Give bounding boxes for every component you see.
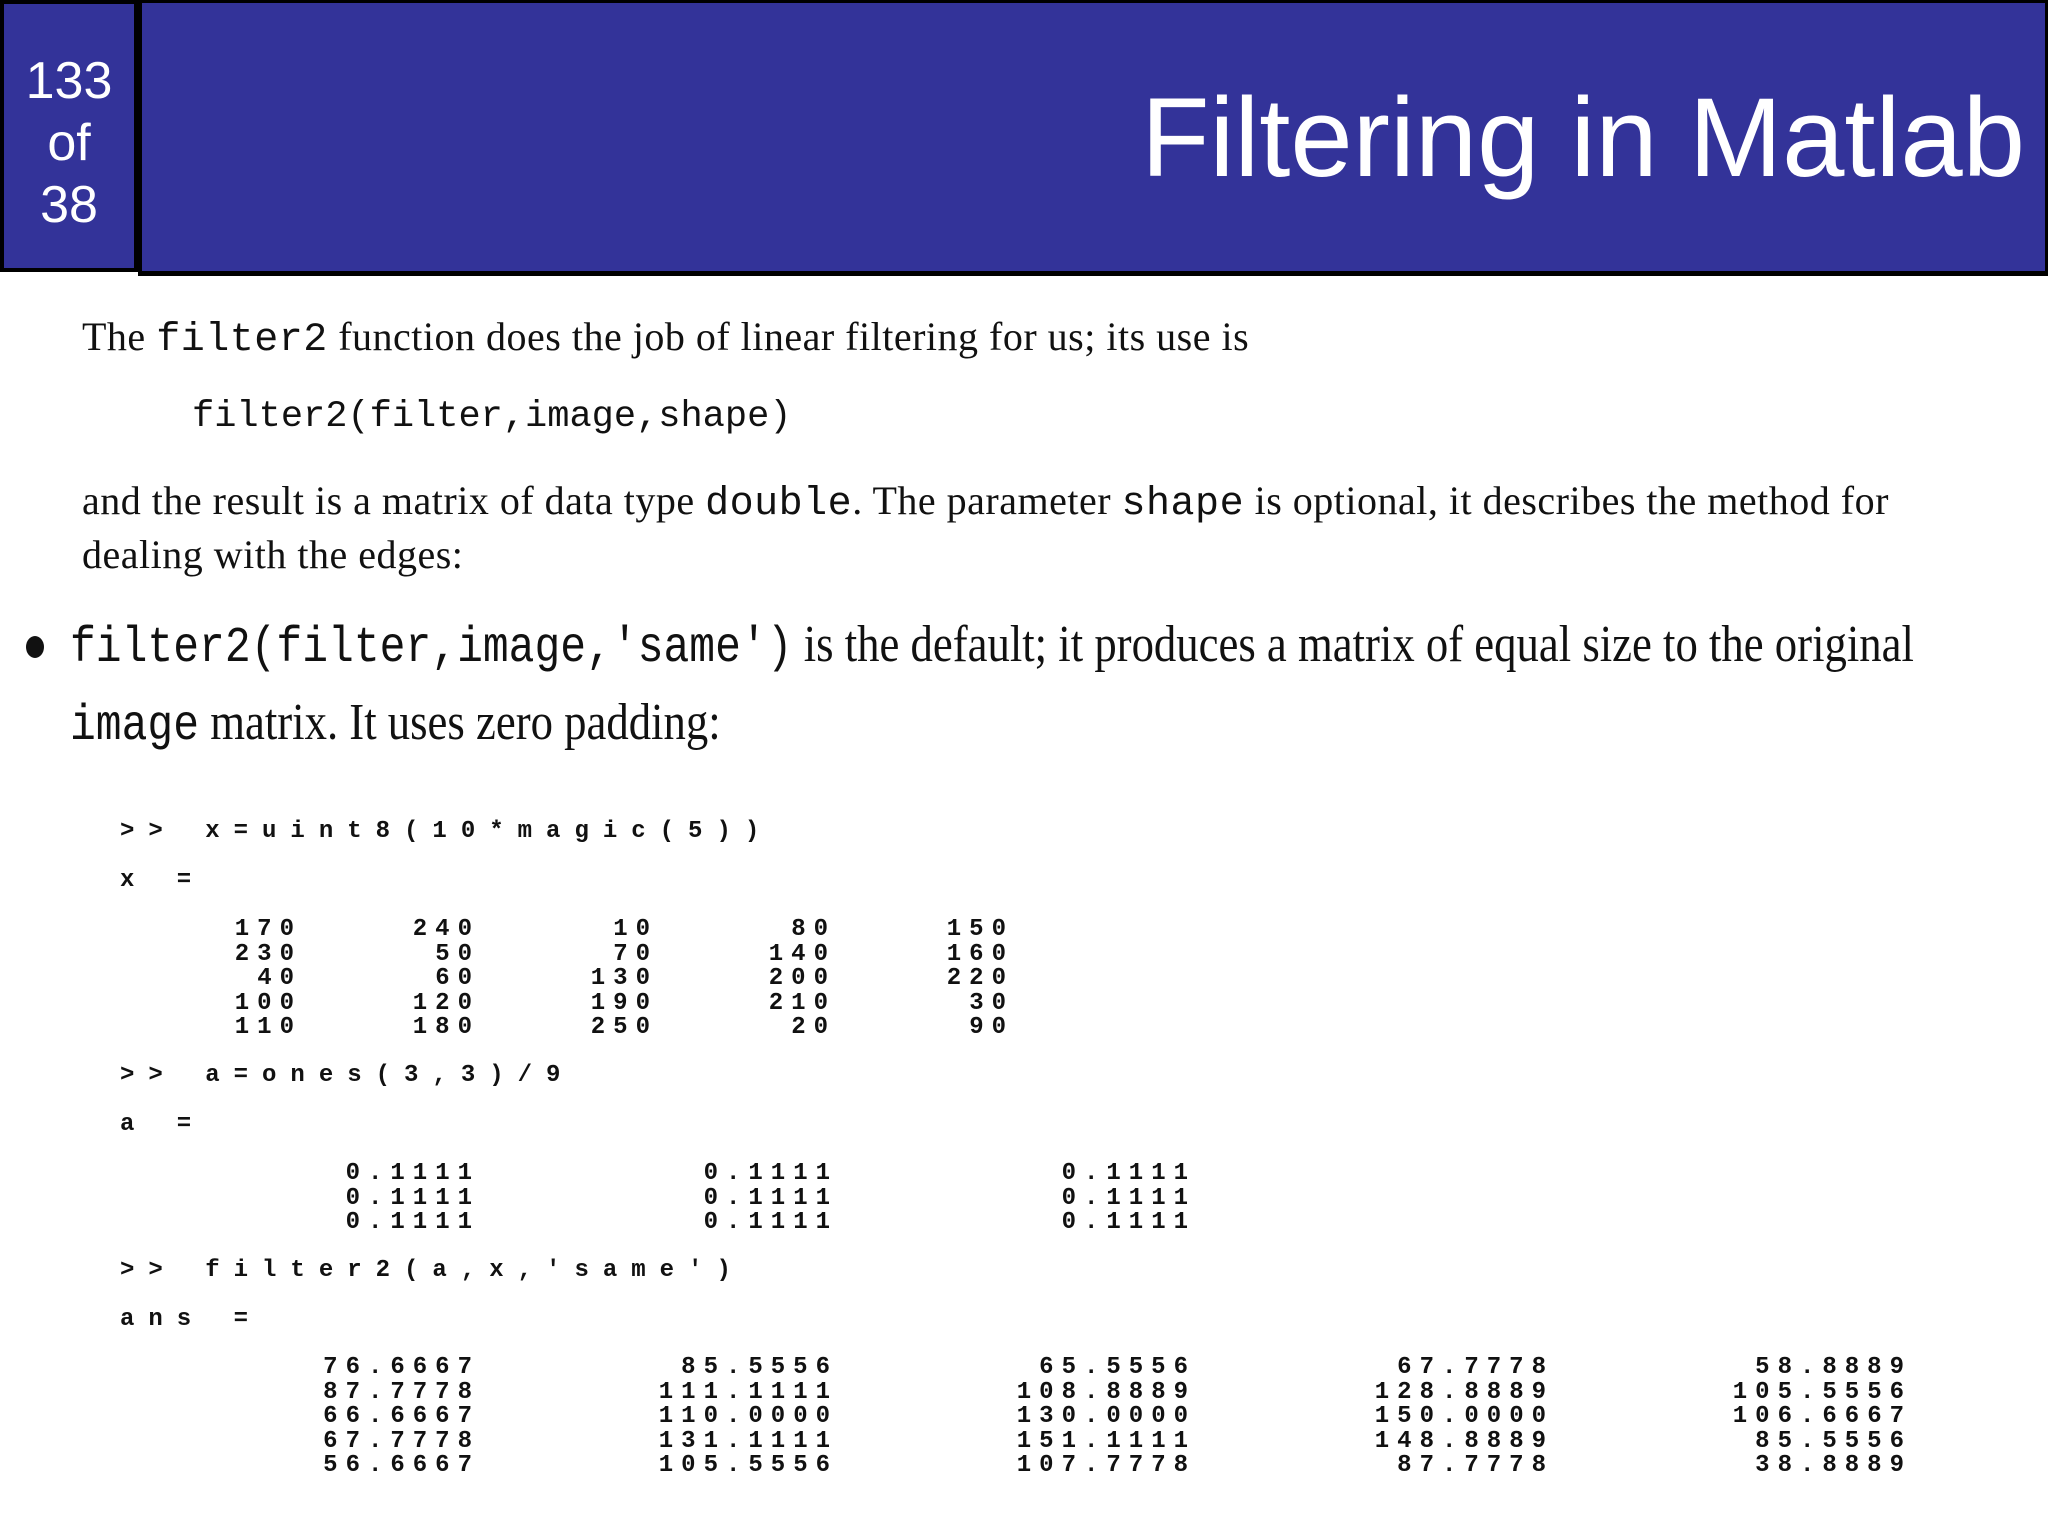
matrix-cell: 40: [257, 965, 302, 992]
intro-text: The: [82, 314, 157, 359]
output-label: x =: [120, 867, 206, 894]
matrix-cell: 10: [613, 916, 658, 943]
matrix-cell: 38.8889: [1755, 1452, 1912, 1479]
matrix-cell: 108.8889: [1016, 1378, 1196, 1406]
output-label: ans =: [120, 1306, 263, 1333]
command-line: >> x=uint8(10*magic(5)): [120, 818, 774, 845]
inline-code-double: double: [705, 482, 853, 527]
bullet-text-part: is the default; it produces a matrix of equal size to the original: [792, 616, 1914, 673]
matrix-cell: 85.5556: [1755, 1427, 1912, 1455]
matrix-cell: 190: [590, 989, 658, 1017]
matrix-cell: 240: [412, 916, 480, 943]
matrix-cell: 70: [613, 940, 658, 968]
slide-total: 38: [40, 176, 98, 234]
matrix-cell: 0.1111: [345, 1209, 480, 1236]
matrix-cell: 56.6667: [323, 1452, 480, 1479]
matrix-cell: 66.6667: [323, 1403, 480, 1430]
matrix-cell: 220: [946, 965, 1014, 992]
bullet-dot-icon: [26, 636, 44, 658]
slide-of-label: of: [47, 114, 91, 172]
matrix-cell: 30: [969, 989, 1014, 1017]
matrix-cell: 65.5556: [1039, 1354, 1196, 1381]
matrix-cell: 250: [590, 1014, 658, 1041]
result-text: is optional, it describes the method for dealing with the edges:: [82, 478, 1889, 577]
command-line: >> a=ones(3,3)/9: [120, 1062, 575, 1089]
matrix-cell: 180: [412, 1014, 480, 1041]
matrix-cell: 111.1111: [658, 1378, 838, 1406]
matrix-cell: 131.1111: [658, 1427, 838, 1455]
syntax-line: filter2(filter,image,shape): [192, 396, 792, 438]
command-line: >> filter2(a,x,'same'): [120, 1257, 745, 1284]
matrix-cell: 160: [946, 940, 1014, 968]
matrix-cell: 0.1111: [703, 1184, 838, 1212]
matrix-cell: 58.8889: [1755, 1354, 1912, 1381]
result-text: and the result is a matrix of data type: [82, 478, 706, 523]
matrix-cell: 0.1111: [1061, 1209, 1196, 1236]
bullet-code-same: filter2(filter,image,'same'): [70, 620, 793, 677]
matrix-cell: 170: [234, 916, 302, 943]
matrix-cell: 0.1111: [345, 1160, 480, 1187]
bullet-text-part: matrix. It uses zero padding:: [199, 694, 721, 751]
bullet-code-image: image: [70, 698, 200, 755]
matrix-cell: 210: [768, 989, 836, 1017]
matrix-cell: 105.5556: [1732, 1378, 1912, 1406]
result-text: . The parameter: [852, 478, 1122, 523]
matrix-cell: 0.1111: [1061, 1160, 1196, 1187]
matrix-cell: 148.8889: [1374, 1427, 1554, 1455]
matrix-cell: 60: [435, 965, 480, 992]
matrix-cell: 50: [435, 940, 480, 968]
matrix-cell: 106.6667: [1732, 1403, 1912, 1430]
matrix-cell: 0.1111: [345, 1184, 480, 1212]
matrix-cell: 200: [768, 965, 836, 992]
matrix-cell: 90: [969, 1014, 1014, 1041]
matrix-cell: 230: [234, 940, 302, 968]
output-label: a =: [120, 1111, 206, 1138]
matrix-cell: 0.1111: [703, 1209, 838, 1236]
matrix-cell: 110.0000: [658, 1403, 838, 1430]
bullet-text: [70, 608, 2031, 764]
bullet-item: [20, 608, 2010, 764]
matrix-cell: 130: [590, 965, 658, 992]
slide-number: 133: [25, 52, 113, 110]
inline-code-shape: shape: [1121, 482, 1245, 527]
matrix-cell: 67.7778: [323, 1427, 480, 1455]
title-bar: [142, 0, 2048, 276]
intro-paragraph: [82, 312, 1994, 366]
matrix-cell: 100: [234, 989, 302, 1017]
intro-text: function does the job of linear filtering for us; its use is: [327, 314, 1250, 359]
slide-counter: [0, 0, 138, 272]
inline-code-filter2: filter2: [156, 318, 328, 363]
matrix-cell: 107.7778: [1016, 1452, 1196, 1479]
matrix-cell: 140: [768, 940, 836, 968]
matrix-cell: 85.5556: [681, 1354, 838, 1381]
matrix-cell: 67.7778: [1397, 1354, 1554, 1381]
matrix-cell: 87.7778: [1397, 1452, 1554, 1479]
matrix-cell: 128.8889: [1374, 1378, 1554, 1406]
result-paragraph: [82, 476, 1994, 580]
page-title: Filtering in Matlab: [1141, 75, 2025, 200]
matrix-cell: 0.1111: [1061, 1184, 1196, 1212]
matrix-cell: 80: [791, 916, 836, 943]
matrix-cell: 105.5556: [658, 1452, 838, 1479]
matrix-cell: 20: [791, 1014, 836, 1041]
matrix-cell: 120: [412, 989, 480, 1017]
matrix-cell: 150: [946, 916, 1014, 943]
matrix-cell: 151.1111: [1016, 1427, 1196, 1455]
matrix-cell: 110: [234, 1014, 302, 1041]
matrix-cell: 76.6667: [323, 1354, 480, 1381]
matrix-cell: 87.7778: [323, 1378, 480, 1406]
matrix-cell: 0.1111: [703, 1160, 838, 1187]
matrix-cell: 130.0000: [1016, 1403, 1196, 1430]
matrix-cell: 150.0000: [1374, 1403, 1554, 1430]
